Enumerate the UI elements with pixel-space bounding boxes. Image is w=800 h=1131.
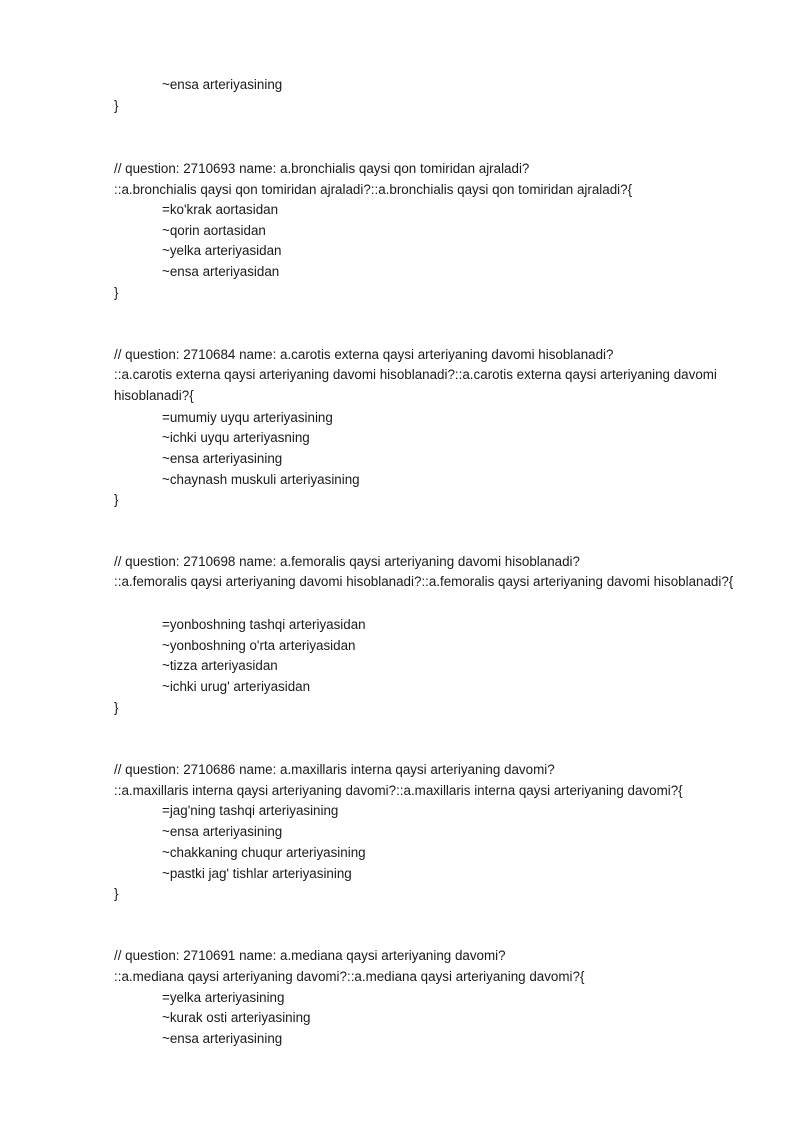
- question-body: ::a.bronchialis qaysi qon tomiridan ajraladi?::a.bronchialis qaysi qon tomiridan ajraladi?{: [114, 182, 633, 197]
- answer-option: =ko'krak aortasidan: [162, 202, 279, 217]
- answer-option: ~ensa arteriyasining: [162, 77, 283, 92]
- answer-option: =yelka arteriyasining: [162, 990, 285, 1005]
- answer-option: ~pastki jag' tishlar arteriyasining: [162, 866, 352, 881]
- answer-option: ~chakkaning chuqur arteriyasining: [162, 845, 366, 860]
- question-body: ::a.femoralis qaysi arteriyaning davomi hisoblanadi?::a.femoralis qaysi arteriyaning davomi hisoblanadi?{: [114, 574, 734, 589]
- answer-option: ~ensa arteriyasining: [162, 451, 283, 466]
- question-header: // question: 2710691 name: a.mediana qaysi arteriyaning davomi?: [114, 948, 506, 963]
- answer-option: =yonboshning tashqi arteriyasidan: [162, 617, 366, 632]
- question-body: ::a.mediana qaysi arteriyaning davomi?::a.mediana qaysi arteriyaning davomi?{: [114, 969, 585, 984]
- answer-option: ~ensa arteriyasining: [162, 824, 283, 839]
- closing-brace: }: [114, 886, 119, 901]
- question-header: // question: 2710684 name: a.carotis externa qaysi arteriyaning davomi hisoblanadi?: [114, 347, 614, 362]
- answer-option: ~yonboshning o'rta arteriyasidan: [162, 638, 356, 653]
- answer-option: ~ensa arteriyasining: [162, 1031, 283, 1046]
- closing-brace: }: [114, 492, 119, 507]
- question-header: // question: 2710686 name: a.maxillaris interna qaysi arteriyaning davomi?: [114, 762, 555, 777]
- answer-option: ~qorin aortasidan: [162, 223, 266, 238]
- answer-option: ~ichki uyqu arteriyasning: [162, 430, 310, 445]
- closing-brace: }: [114, 98, 119, 113]
- question-body: ::a.maxillaris interna qaysi arteriyaning davomi?::a.maxillaris interna qaysi arteriyaning davomi?{: [114, 783, 683, 798]
- question-header: // question: 2710698 name: a.femoralis qaysi arteriyaning davomi hisoblanadi?: [114, 554, 580, 569]
- answer-option: ~kurak osti arteriyasining: [162, 1010, 311, 1025]
- answer-option: =umumiy uyqu arteriyasining: [162, 410, 333, 425]
- answer-option: ~yelka arteriyasidan: [162, 243, 282, 258]
- answer-option: ~tizza arteriyasidan: [162, 658, 278, 673]
- answer-option: =jag'ning tashqi arteriyasining: [162, 803, 339, 818]
- answer-option: ~ichki urug' arteriyasidan: [162, 679, 311, 694]
- question-header: // question: 2710693 name: a.bronchialis qaysi qon tomiridan ajraladi?: [114, 161, 530, 176]
- closing-brace: }: [114, 700, 119, 715]
- answer-option: ~chaynash muskuli arteriyasining: [162, 472, 360, 487]
- question-body: ::a.carotis externa qaysi arteriyaning davomi hisoblanadi?::a.carotis externa qaysi arteriyaning davomi hisoblanadi?{: [114, 367, 717, 403]
- answer-option: ~ensa arteriyasidan: [162, 264, 280, 279]
- closing-brace: }: [114, 285, 119, 300]
